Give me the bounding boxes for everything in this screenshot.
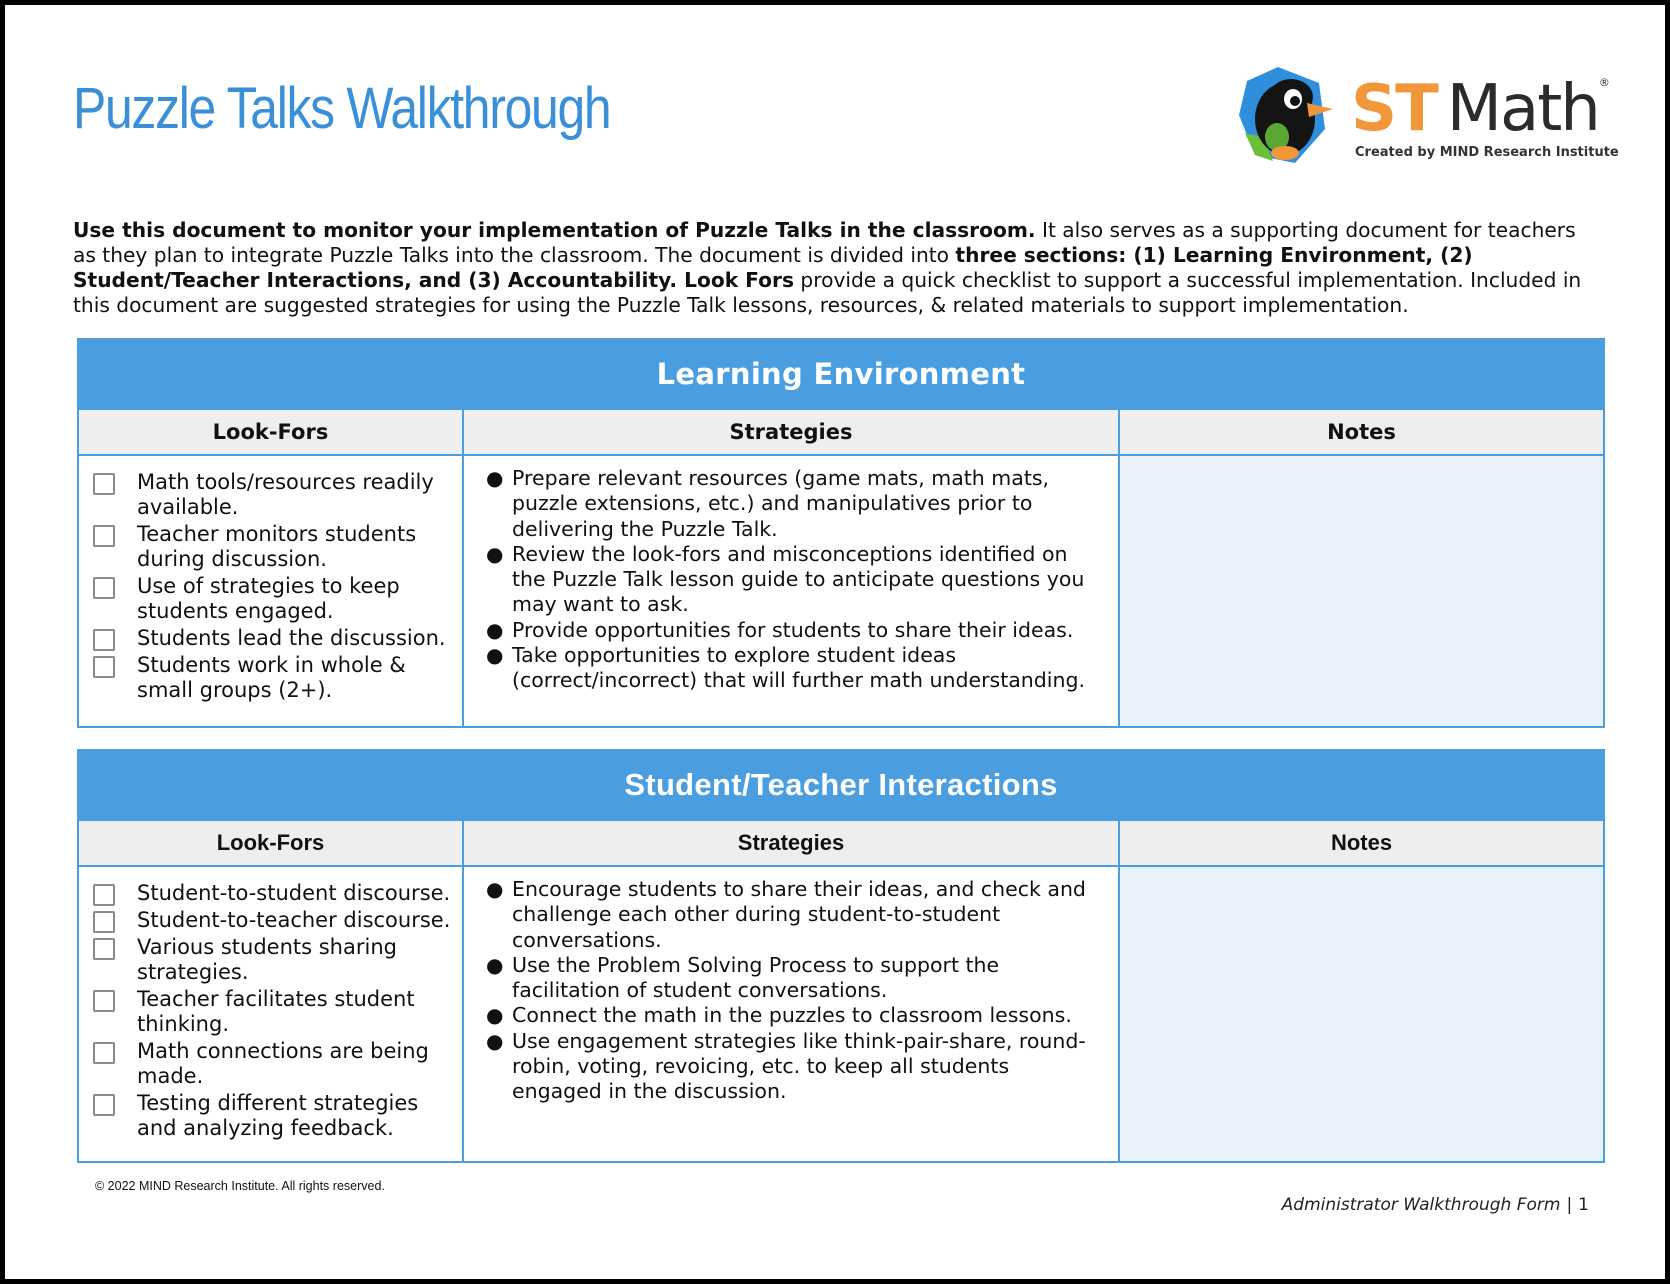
checklist-item: Testing different strategies and analyzing feedback. bbox=[93, 1091, 462, 1141]
checkbox[interactable] bbox=[93, 938, 115, 960]
strategy-item: ● Connect the math in the puzzles to classroom lessons. bbox=[486, 1003, 1072, 1028]
intro-text-1: It also serves as a supporting document for teachers as they plan to integrate Puzzle Talks into the classroom. The document is divided into bbox=[73, 218, 1576, 267]
checkbox[interactable] bbox=[93, 911, 115, 933]
column-header-notes: Notes bbox=[1120, 408, 1603, 456]
page-footer bbox=[1282, 1195, 1589, 1215]
checkbox[interactable] bbox=[93, 990, 115, 1012]
column-header-strategies: Strategies bbox=[464, 408, 1118, 456]
section-learning-environment bbox=[77, 338, 1605, 728]
intro-bold-lead: Use this document to monitor your implementation of Puzzle Talks in the classroom. bbox=[73, 218, 1036, 242]
notes-field[interactable] bbox=[1120, 456, 1603, 726]
page-title: Puzzle Talks Walkthrough bbox=[73, 76, 611, 141]
look-fors-checklist bbox=[79, 867, 462, 1141]
section-student-teacher-interactions bbox=[77, 749, 1605, 1163]
logo-tagline: Created by MIND Research Institute bbox=[1355, 145, 1619, 160]
checklist-item: Various students sharing strategies. bbox=[93, 935, 462, 985]
intro-text-2: provide a quick checklist to support a successful implementation. Included in this document are suggested strategies for using the Puzzle Talk lessons, resources, & related materials to support implementation. bbox=[73, 268, 1582, 317]
look-fors-column bbox=[79, 408, 464, 726]
checklist-item: Teacher facilitates student thinking. bbox=[93, 987, 462, 1037]
checkbox[interactable] bbox=[93, 629, 115, 651]
strategies-column bbox=[464, 819, 1120, 1161]
notes-field[interactable] bbox=[1120, 867, 1603, 1161]
copyright-notice: © 2022 MIND Research Institute. All rights reserved. bbox=[95, 1179, 385, 1193]
look-fors-checklist bbox=[79, 456, 462, 703]
strategy-item: ● Use the Problem Solving Process to support the facilitation of student conversations. bbox=[486, 952, 1000, 1003]
column-header-look-fors: Look-Fors bbox=[79, 819, 462, 867]
checklist-item: Students lead the discussion. bbox=[93, 626, 462, 651]
column-header-notes: Notes bbox=[1120, 819, 1603, 867]
intro-paragraph bbox=[73, 218, 1598, 318]
page-number: 1 bbox=[1578, 1195, 1589, 1215]
brand-st: ST bbox=[1351, 72, 1437, 146]
checkbox[interactable] bbox=[93, 577, 115, 599]
brand-wordmark bbox=[1351, 72, 1608, 146]
checkbox[interactable] bbox=[93, 525, 115, 547]
notes-column bbox=[1120, 408, 1603, 726]
strategy-item: ● Encourage students to share their ideas, and check and challenge each other during student-to-student conversations. bbox=[486, 877, 1086, 952]
checklist-item: Math tools/resources readily available. bbox=[93, 470, 462, 520]
checklist-item: Student-to-student discourse. bbox=[93, 881, 462, 906]
section-title: Student/Teacher Interactions bbox=[79, 751, 1603, 819]
checklist-item: Teacher monitors students during discussion. bbox=[93, 522, 462, 572]
checkbox[interactable] bbox=[93, 1042, 115, 1064]
strategy-item: ● Provide opportunities for students to share their ideas. bbox=[486, 617, 1074, 642]
checkbox[interactable] bbox=[93, 656, 115, 678]
strategy-item: ● Take opportunities to explore student ideas (correct/incorrect) that will further math understanding. bbox=[486, 643, 1086, 693]
checkbox[interactable] bbox=[93, 473, 115, 495]
checkbox[interactable] bbox=[93, 884, 115, 906]
strategies-list bbox=[464, 867, 1118, 1105]
st-math-logo bbox=[1233, 63, 1619, 173]
strategy-item: ● Prepare relevant resources (game mats, math mats, puzzle extensions, etc.) and manipulatives prior to delivering the Puzzle Talk. bbox=[486, 466, 1050, 541]
footer-separator: | bbox=[1566, 1195, 1573, 1215]
intro-bold-look-fors: Look Fors bbox=[677, 268, 794, 292]
intro-bold-sections: three sections: (1) Learning Environment, (2) Student/Teacher Interactions, and (3) Accountability. bbox=[73, 243, 1473, 292]
strategy-item: ● Use engagement strategies like think-pair-share, round-robin, voting, revoicing, etc. to keep all students engaged in the discussion. bbox=[486, 1028, 1086, 1104]
penguin-mascot-icon bbox=[1233, 63, 1343, 173]
section-title: Learning Environment bbox=[79, 340, 1603, 408]
checklist-item: Student-to-teacher discourse. bbox=[93, 908, 462, 933]
strategies-column bbox=[464, 408, 1120, 726]
notes-column bbox=[1120, 819, 1603, 1161]
column-header-strategies: Strategies bbox=[464, 819, 1118, 867]
registered-mark: ® bbox=[1598, 76, 1608, 89]
column-header-look-fors: Look-Fors bbox=[79, 408, 462, 456]
brand-math: Math bbox=[1446, 72, 1599, 146]
look-fors-column bbox=[79, 819, 464, 1161]
checklist-item: Use of strategies to keep students engaged. bbox=[93, 574, 462, 624]
strategy-item: ● Review the look-fors and misconceptions identified on the Puzzle Talk lesson guide to anticipate questions you may want to ask. bbox=[486, 541, 1085, 617]
strategies-list bbox=[464, 456, 1118, 694]
checklist-item: Students work in whole & small groups (2+). bbox=[93, 653, 462, 703]
checkbox[interactable] bbox=[93, 1094, 115, 1116]
checklist-item: Math connections are being made. bbox=[93, 1039, 462, 1089]
form-name: Administrator Walkthrough Form bbox=[1281, 1195, 1561, 1215]
